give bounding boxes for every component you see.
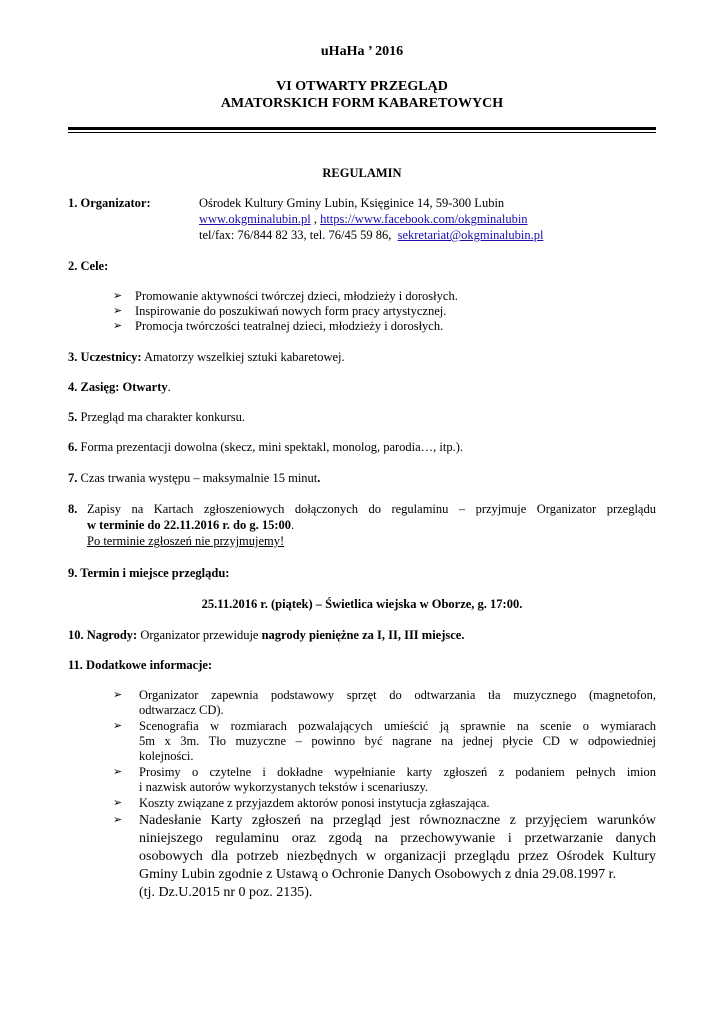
organizer-label: 1. Organizator: — [68, 196, 151, 210]
document-title: uHaHa ’ 2016 — [320, 44, 404, 59]
scope-section: 4. Zasięg: Otwarty. — [68, 380, 171, 394]
info-item-5-line-2: niniejszego regulaminu oraz zgodą na przechowywanie i przetwarzanie danych — [139, 831, 656, 846]
section-9-label: 9. Termin i miejsce przeglądu: — [68, 566, 230, 580]
arrow-bullet-icon: ➢ — [113, 814, 123, 826]
info-item-3-line-1: Prosimy o czytelne i dokładne wypełnianie karty zgłoszeń z podaniem pełnych imion — [139, 765, 656, 779]
header-divider-thick — [68, 127, 656, 130]
goal-item: Promocja twórczości teatralnej dzieci, młodzieży i dorosłych. — [135, 319, 444, 333]
phone-numbers: tel/fax: 76/844 82 33, tel. 76/45 59 86, — [199, 228, 398, 242]
organizer-address: Ośrodek Kultury Gminy Lubin, Księginice 14, 59-300 Lubin — [199, 196, 505, 210]
section-7: 7. Czas trwania występu – maksymalnie 15 minut. — [68, 471, 321, 485]
info-item-3-line-2: i nazwisk autorów wykorzystanych tekstów i scenariuszy. — [139, 780, 429, 794]
subtitle-line-1: VI OTWARTY PRZEGLĄD — [276, 79, 448, 94]
arrow-bullet-icon: ➢ — [113, 305, 123, 317]
facebook-link[interactable]: https://www.facebook.com/okgminalubin — [320, 212, 528, 226]
arrow-bullet-icon: ➢ — [113, 290, 123, 302]
section-8-deadline: w terminie do 22.11.2016 r. do g. 15:00. — [87, 518, 295, 532]
info-item-2-line-1: Scenografia w rozmiarach pozwalających umieścić ją sprawnie na scenie o wymiarach — [139, 719, 656, 733]
goal-item: Promowanie aktywności twórczej dzieci, młodzieży i dorosłych. — [135, 289, 458, 303]
arrow-bullet-icon: ➢ — [113, 689, 123, 701]
organizer-links — [199, 212, 528, 227]
section-8-note: Po terminie zgłoszeń nie przyjmujemy! — [87, 534, 285, 548]
participants-section: 3. Uczestnicy: Amatorzy wszelkiej sztuki kabaretowej. — [68, 350, 345, 364]
organizer-contact — [199, 228, 543, 243]
website-link[interactable]: www.okgminalubin.pl — [199, 212, 311, 226]
section-8-number: 8. — [68, 502, 78, 516]
section-11-label: 11. Dodatkowe informacje: — [68, 658, 213, 672]
info-item-1-line-2: odtwarzacz CD). — [139, 703, 224, 717]
section-5: 5. Przegląd ma charakter konkursu. — [68, 410, 246, 424]
info-item-5-line-4: Gminy Lubin zgodnie z Ustawą o Ochronie Danych Osobowych z dnia 29.08.1997 r. — [139, 867, 617, 882]
info-item-2-line-3: kolejności. — [139, 749, 194, 763]
section-8-line-1: Zapisy na Kartach zgłoszeniowych dołączonych do regulaminu – przyjmuje Organizator przeglądu — [87, 502, 656, 516]
arrow-bullet-icon: ➢ — [113, 766, 123, 778]
section-6: 6. Forma prezentacji dowolna (skecz, mini spektakl, monolog, parodia…, itp.). — [68, 440, 464, 454]
arrow-bullet-icon: ➢ — [113, 797, 123, 809]
goal-item: Inspirowanie do poszukiwań nowych form pracy artystycznej. — [135, 304, 447, 318]
info-item-2-line-2: 5m x 3m. Tło muzyczne – powinno być nagrane na jednej płycie CD w odpowiedniej — [139, 734, 656, 748]
subtitle-line-2: AMATORSKICH FORM KABARETOWYCH — [220, 96, 504, 111]
section-10: 10. Nagrody: Organizator przewiduje nagrody pieniężne za I, II, III miejsce. — [68, 628, 465, 642]
header-divider-thin — [68, 132, 656, 133]
info-item-4: Koszty związane z przyjazdem aktorów ponosi instytucja zgłaszająca. — [139, 796, 490, 810]
email-link[interactable]: sekretariat@okgminalubin.pl — [397, 228, 544, 242]
event-date-place: 25.11.2016 r. (piątek) – Świetlica wiejska w Oborze, g. 17:00. — [201, 597, 523, 611]
arrow-bullet-icon: ➢ — [113, 720, 123, 732]
info-item-1-line-1: Organizator zapewnia podstawowy sprzęt do odtwarzania tła muzycznego (magnetofon, — [139, 688, 656, 702]
goals-label: 2. Cele: — [68, 259, 109, 273]
arrow-bullet-icon: ➢ — [113, 320, 123, 332]
info-item-5-line-1: Nadesłanie Karty zgłoszeń na przegląd jest równoznaczne z przyjęciem warunków — [139, 813, 656, 828]
info-item-5-line-5: (tj. Dz.U.2015 nr 0 poz. 2135). — [139, 885, 313, 900]
link-separator: , — [310, 212, 321, 226]
info-item-5-line-3: osobowych dla potrzeb niezbędnych w organizacji przeglądu przez Ośrodek Kultury — [139, 849, 656, 864]
regulamin-heading: REGULAMIN — [322, 166, 402, 180]
